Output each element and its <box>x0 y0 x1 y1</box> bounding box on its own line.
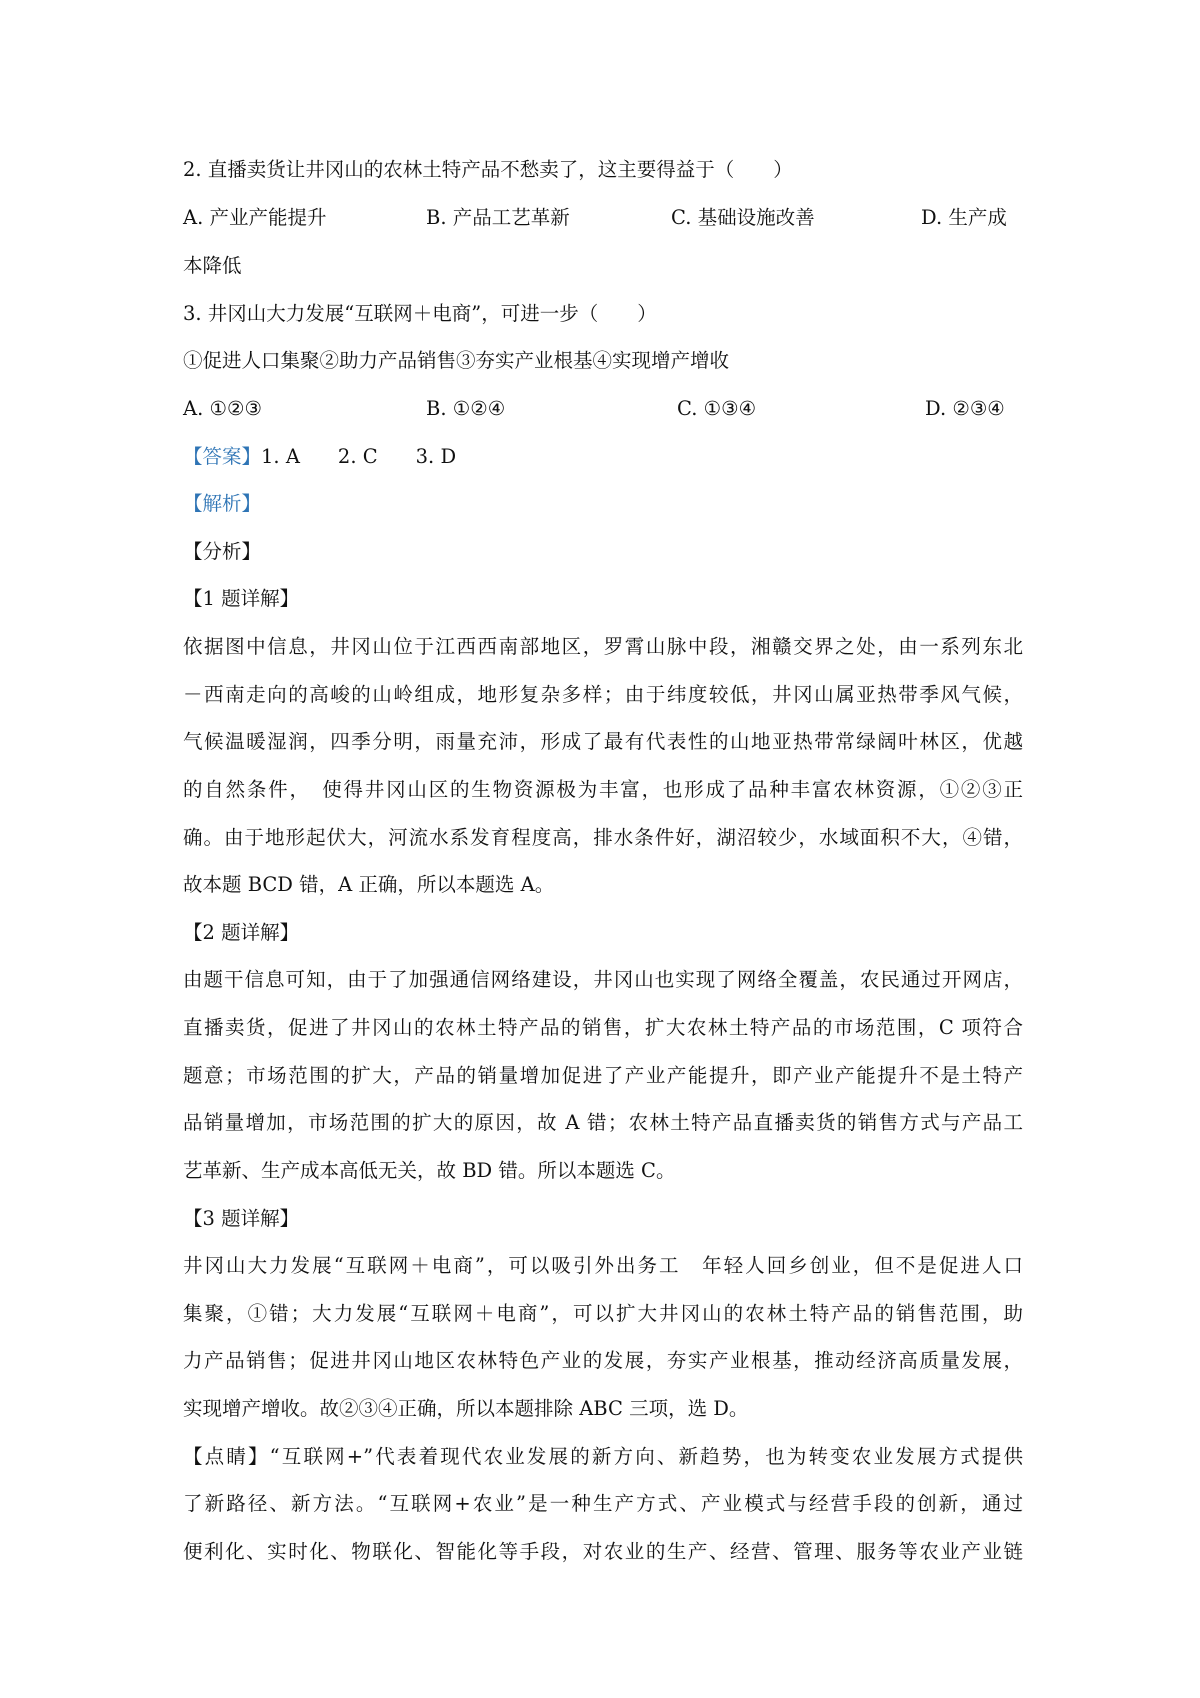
dianjing-line: 了新路径、新方法。“互联网+农业”是一种生产方式、产业模式与经营手段的创新，通过 <box>183 1492 1023 1515</box>
question-3-stem: 3. 井冈山大力发展“互联网＋电商”，可进一步（ ） <box>183 302 657 325</box>
detail-2-line: 品销量增加，市场范围的扩大的原因，故 A 错；农林土特产品直播卖货的销售方式与产品工 <box>183 1111 1023 1134</box>
option-d: D. ②③④ <box>925 397 1005 420</box>
detail-2-line: 直播卖货，促进了井冈山的农林土特产品的销售，扩大农林土特产品的市场范围，C 项符合 <box>183 1016 1023 1039</box>
detail-1-line: 气候温暖湿润，四季分明，雨量充沛，形成了最有代表性的山地亚热带常绿阔叶林区，优越 <box>183 730 1023 753</box>
answer-line <box>183 442 1023 472</box>
dianjing-first-line <box>183 1442 1023 1472</box>
answer-item-3: 3. D <box>415 445 457 468</box>
answer-label: 【答案】 <box>183 445 262 468</box>
detail-3-line: 井冈山大力发展“互联网＋电商”，可以吸引外出务工 年轻人回乡创业，但不是促进人口 <box>183 1254 1023 1277</box>
option-a: A. 产业产能提升 <box>183 206 327 229</box>
question-3-statements: ①促进人口集聚②助力产品销售③夯实产业根基④实现增产增收 <box>183 349 730 372</box>
answer-item-2: 2. C <box>337 445 378 468</box>
detail-1-heading: 【1 题详解】 <box>183 587 300 610</box>
detail-1-line: －西南走向的高峻的山岭组成，地形复杂多样；由于纬度较低，井冈山属亚热带季风气候， <box>183 683 1023 706</box>
fenxi-label: 【分析】 <box>183 540 262 563</box>
detail-2-line: 题意；市场范围的扩大，产品的销量增加促进了产业产能提升，即产业产能提升不是土特产 <box>183 1064 1023 1087</box>
question-2-option-tail: 本降低 <box>183 254 242 277</box>
option-d: D. 生产成 <box>921 206 1007 229</box>
detail-2-line: 由题干信息可知，由于了加强通信网络建设，井冈山也实现了网络全覆盖，农民通过开网店， <box>183 968 1023 991</box>
question-2-stem: 2. 直播卖货让井冈山的农林土特产品不愁卖了，这主要得益于（ ） <box>183 158 793 181</box>
dianjing-text: “互联网+”代表着现代农业发展的新方向、新趋势，也为转变农业发展方式提供 <box>269 1445 1023 1468</box>
dianjing-line: 便利化、实时化、物联化、智能化等手段，对农业的生产、经营、管理、服务等农业产业链 <box>183 1540 1023 1563</box>
analysis-label: 【解析】 <box>183 492 262 515</box>
detail-2-heading: 【2 题详解】 <box>183 921 300 944</box>
detail-2-line: 艺革新、生产成本高低无关，故 BD 错。所以本题选 C。 <box>183 1159 676 1182</box>
detail-1-line: 故本题 BCD 错，A 正确，所以本题选 A。 <box>183 873 555 896</box>
detail-3-heading: 【3 题详解】 <box>183 1207 300 1230</box>
detail-1-line: 依据图中信息，井冈山位于江西西南部地区，罗霄山脉中段，湘赣交界之处，由一系列东北 <box>183 635 1023 658</box>
answer-item-1: 1. A <box>261 445 300 468</box>
option-c: C. 基础设施改善 <box>671 206 815 229</box>
option-b: B. ①②④ <box>426 397 506 420</box>
option-c: C. ①③④ <box>677 397 757 420</box>
detail-3-line: 集聚，①错；大力发展“互联网＋电商”，可以扩大井冈山的农林土特产品的销售范围，助 <box>183 1302 1023 1325</box>
option-a: A. ①②③ <box>183 397 262 420</box>
dianjing-label: 【点睛】 <box>183 1445 270 1468</box>
detail-3-line: 力产品销售；促进井冈山地区农林特色产业的发展，夯实产业根基，推动经济高质量发展， <box>183 1349 1023 1372</box>
detail-3-line: 实现增产增收。故②③④正确，所以本题排除 ABC 三项，选 D。 <box>183 1397 749 1420</box>
detail-1-line: 确。由于地形起伏大，河流水系发育程度高，排水条件好，湖沼较少，水域面积不大，④错， <box>183 826 1023 849</box>
detail-1-line: 的自然条件， 使得井冈山区的生物资源极为丰富，也形成了品种丰富农林资源，①②③正 <box>183 778 1023 801</box>
option-b: B. 产品工艺革新 <box>426 206 570 229</box>
